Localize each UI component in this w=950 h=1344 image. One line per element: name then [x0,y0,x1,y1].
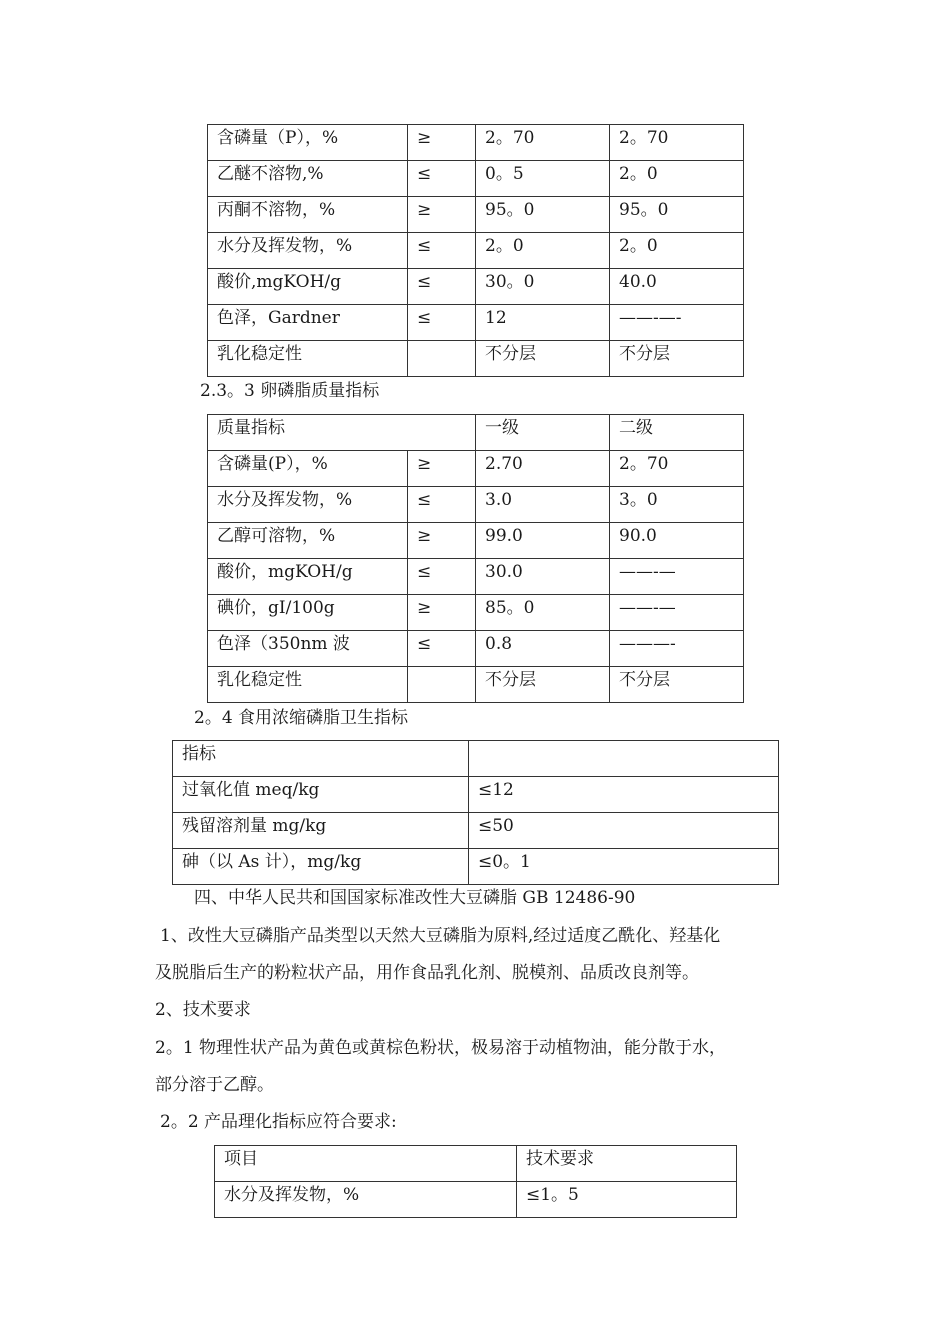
cell-item: 水分及挥发物，% [208,487,408,523]
table-row [208,161,744,197]
cell-item: 水分及挥发物，% [208,233,408,269]
table-phospholipid-grades [207,124,744,377]
header-cell: 技术要求 [517,1146,737,1182]
cell-operator: ≥ [408,197,476,233]
cell-operator: ≥ [408,523,476,559]
section-4-title: 四、中华人民共和国国家标准改性大豆磷脂 GB 12486-90 [194,888,636,908]
table-row [208,559,744,595]
cell-value: ≤0。1 [469,849,779,885]
cell-value: 不分层 [476,341,610,377]
cell-value: 0。5 [476,161,610,197]
cell-value: 40.0 [610,269,744,305]
cell-value: 90.0 [610,523,744,559]
cell-operator: ≤ [408,269,476,305]
table-row [208,269,744,305]
cell-value: 95。0 [476,197,610,233]
cell-value: 30.0 [476,559,610,595]
cell-operator: ≤ [408,631,476,667]
cell-value: 3.0 [476,487,610,523]
table-row [208,667,744,703]
table-row [173,777,779,813]
cell-item: 酸价,mgKOH/g [208,269,408,305]
cell-value: 2。70 [476,125,610,161]
paragraph-1-line-2: 及脱脂后生产的粉粒状产品，用作食品乳化剂、脱模剂、品质改良剂等。 [155,963,699,983]
cell-value: 不分层 [610,341,744,377]
cell-item: 含磷量（P），% [208,125,408,161]
cell-item: 乳化稳定性 [208,667,408,703]
cell-value: 2.70 [476,451,610,487]
cell-operator: ≥ [408,125,476,161]
cell-value: ——-— [610,595,744,631]
header-cell: 二级 [610,415,744,451]
paragraph-1-line-1: 1、改性大豆磷脂产品类型以天然大豆磷脂为原料,经过适度乙酰化、羟基化 [160,926,721,946]
cell-item: 砷（以 As 计），mg/kg [173,849,469,885]
cell-item: 残留溶剂量 mg/kg [173,813,469,849]
table-row [208,233,744,269]
table-row [208,125,744,161]
cell-value: 0.8 [476,631,610,667]
cell-value: ≤12 [469,777,779,813]
cell-value [469,741,779,777]
table-row [215,1182,737,1218]
cell-operator: ≤ [408,233,476,269]
table-row [208,523,744,559]
cell-value: 2。70 [610,125,744,161]
cell-value: ≤50 [469,813,779,849]
cell-item: 色泽（350nm 波 [208,631,408,667]
cell-value: ——-— [610,559,744,595]
cell-item: 水分及挥发物，% [215,1182,517,1218]
header-cell: 项目 [215,1146,517,1182]
cell-operator: ≥ [408,451,476,487]
cell-value: 30。0 [476,269,610,305]
cell-value: 12 [476,305,610,341]
cell-item: 丙酮不溶物，% [208,197,408,233]
cell-value: 不分层 [476,667,610,703]
cell-item: 过氧化值 meq/kg [173,777,469,813]
heading-hygiene-indicators: 2。4 食用浓缩磷脂卫生指标 [194,708,409,728]
cell-value: 99.0 [476,523,610,559]
cell-item: 指标 [173,741,469,777]
cell-item: 乙醚不溶物,% [208,161,408,197]
cell-value: 3。0 [610,487,744,523]
table-lecithin-quality [207,414,744,703]
cell-operator [408,667,476,703]
table-hygiene-indicators [172,740,779,885]
cell-value: 2。0 [610,161,744,197]
table-row [208,487,744,523]
cell-value: ≤1。5 [517,1182,737,1218]
cell-operator: ≤ [408,161,476,197]
table-physicochemical-indicators [214,1145,737,1218]
paragraph-2: 2、技术要求 [155,1000,251,1020]
table-row [173,849,779,885]
table-row [208,631,744,667]
cell-item: 碘价，gI/100g [208,595,408,631]
cell-operator: ≤ [408,559,476,595]
paragraph-3-line-1: 2。1 物理性状产品为黄色或黄棕色粉状，极易溶于动植物油，能分散于水， [155,1038,727,1058]
cell-item: 乳化稳定性 [208,341,408,377]
paragraph-3-line-2: 部分溶于乙醇。 [155,1075,274,1095]
heading-lecithin-quality: 2.3。3 卵磷脂质量指标 [200,381,380,401]
cell-operator [408,341,476,377]
cell-value: 95。0 [610,197,744,233]
table-header-row [208,415,744,451]
cell-value: ——-—- [610,305,744,341]
cell-operator: ≥ [408,595,476,631]
header-cell: 质量指标 [208,415,476,451]
cell-item: 酸价，mgKOH/g [208,559,408,595]
table-row [173,813,779,849]
cell-value: ———- [610,631,744,667]
cell-value: 2。0 [610,233,744,269]
table-row [173,741,779,777]
table-row [208,305,744,341]
cell-value: 2。70 [610,451,744,487]
cell-item: 含磷量(P），% [208,451,408,487]
cell-operator: ≤ [408,487,476,523]
cell-value: 85。0 [476,595,610,631]
cell-value: 2。0 [476,233,610,269]
cell-operator: ≤ [408,305,476,341]
header-cell: 一级 [476,415,610,451]
table-header-row [215,1146,737,1182]
table-row [208,451,744,487]
cell-value: 不分层 [610,667,744,703]
cell-item: 乙醇可溶物，% [208,523,408,559]
paragraph-4: 2。2 产品理化指标应符合要求: [160,1112,397,1132]
table-row [208,197,744,233]
cell-item: 色泽，Gardner [208,305,408,341]
table-row [208,595,744,631]
table-row [208,341,744,377]
